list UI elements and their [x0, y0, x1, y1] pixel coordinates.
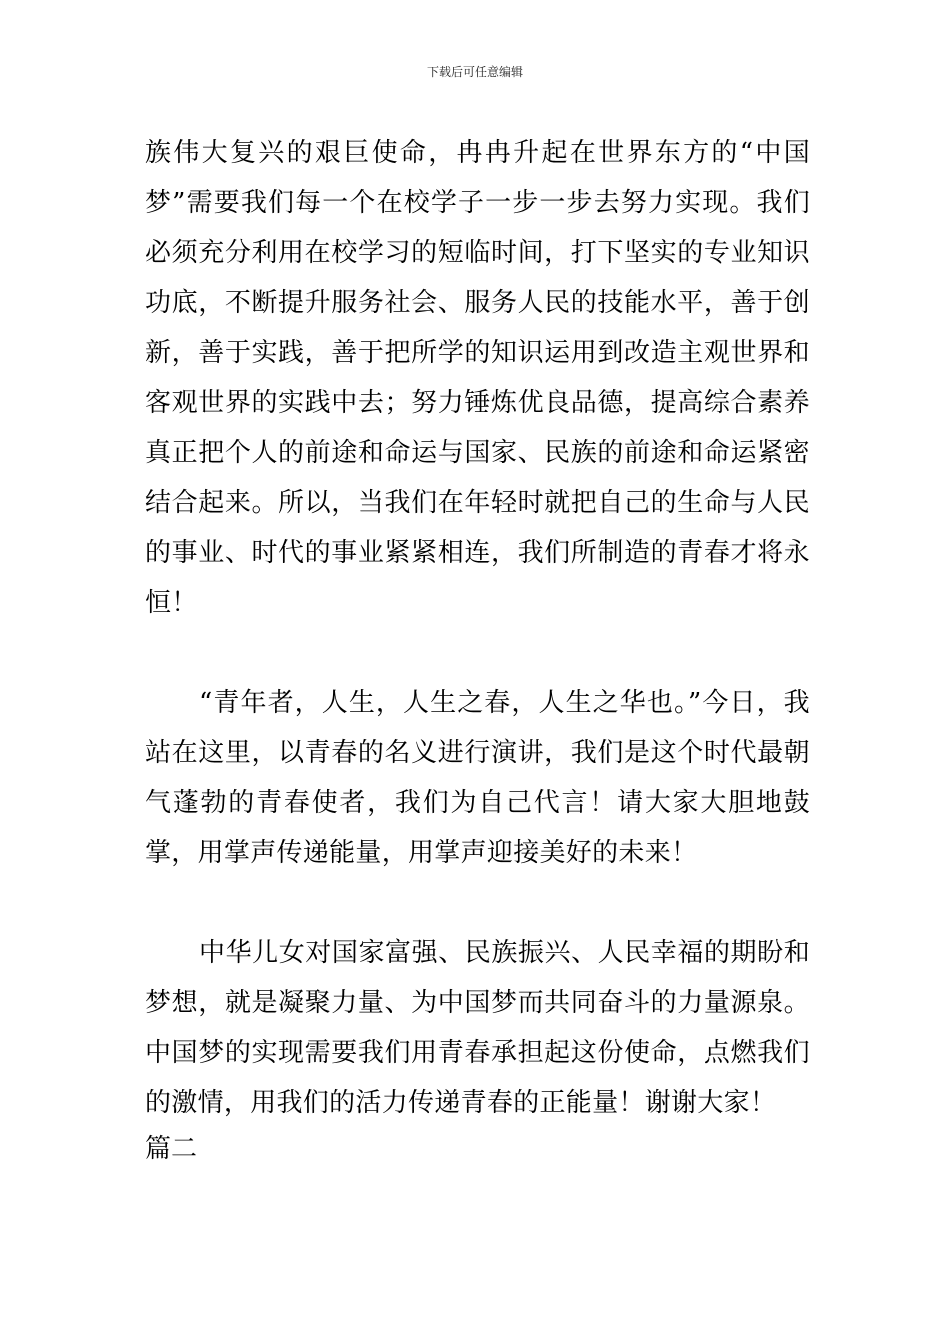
paragraph-closing: 中华儿女对国家富强、民族振兴、人民幸福的期盼和梦想，就是凝聚力量、为中国梦而共同奋斗的力量源泉。中国梦的实现需要我们用青春承担起这份使命，点燃我们的激情，用我们的活力传递青春的正能量！谢谢大家！: [145, 938, 810, 1118]
document-body: [145, 128, 810, 1170]
paragraph-quote: “青年者，人生，人生之春，人生之华也。”今日，我站在这里，以青春的名义进行演讲，我们是这个时代最朝气蓬勃的青春使者，我们为自己代言！请大家大胆地鼓掌，用掌声传递能量，用掌声迎接美好的未来！: [145, 688, 810, 868]
paragraph-spacer: [145, 628, 810, 678]
section-heading: 篇二: [145, 1134, 198, 1164]
page-header-note: 下载后可任意编辑: [426, 65, 523, 79]
paragraph-continued: 族伟大复兴的艰巨使命，冉冉升起在世界东方的“中国梦”需要我们每一个在校学子一步一步去努力实现。我们必须充分利用在校学习的短临时间，打下坚实的专业知识功底，不断提升服务社会、服务人民的技能水平，善于创新，善于实践，善于把所学的知识运用到改造主观世界和客观世界的实践中去；努力锤炼优良品德，提高综合素养真正把个人的前途和命运与国家、民族的前途和命运紧密结合起来。所以，当我们在年轻时就把自己的生命与人民的事业、时代的事业紧紧相连，我们所制造的青春才将永恒！: [145, 138, 810, 618]
paragraph-spacer: [145, 878, 810, 928]
